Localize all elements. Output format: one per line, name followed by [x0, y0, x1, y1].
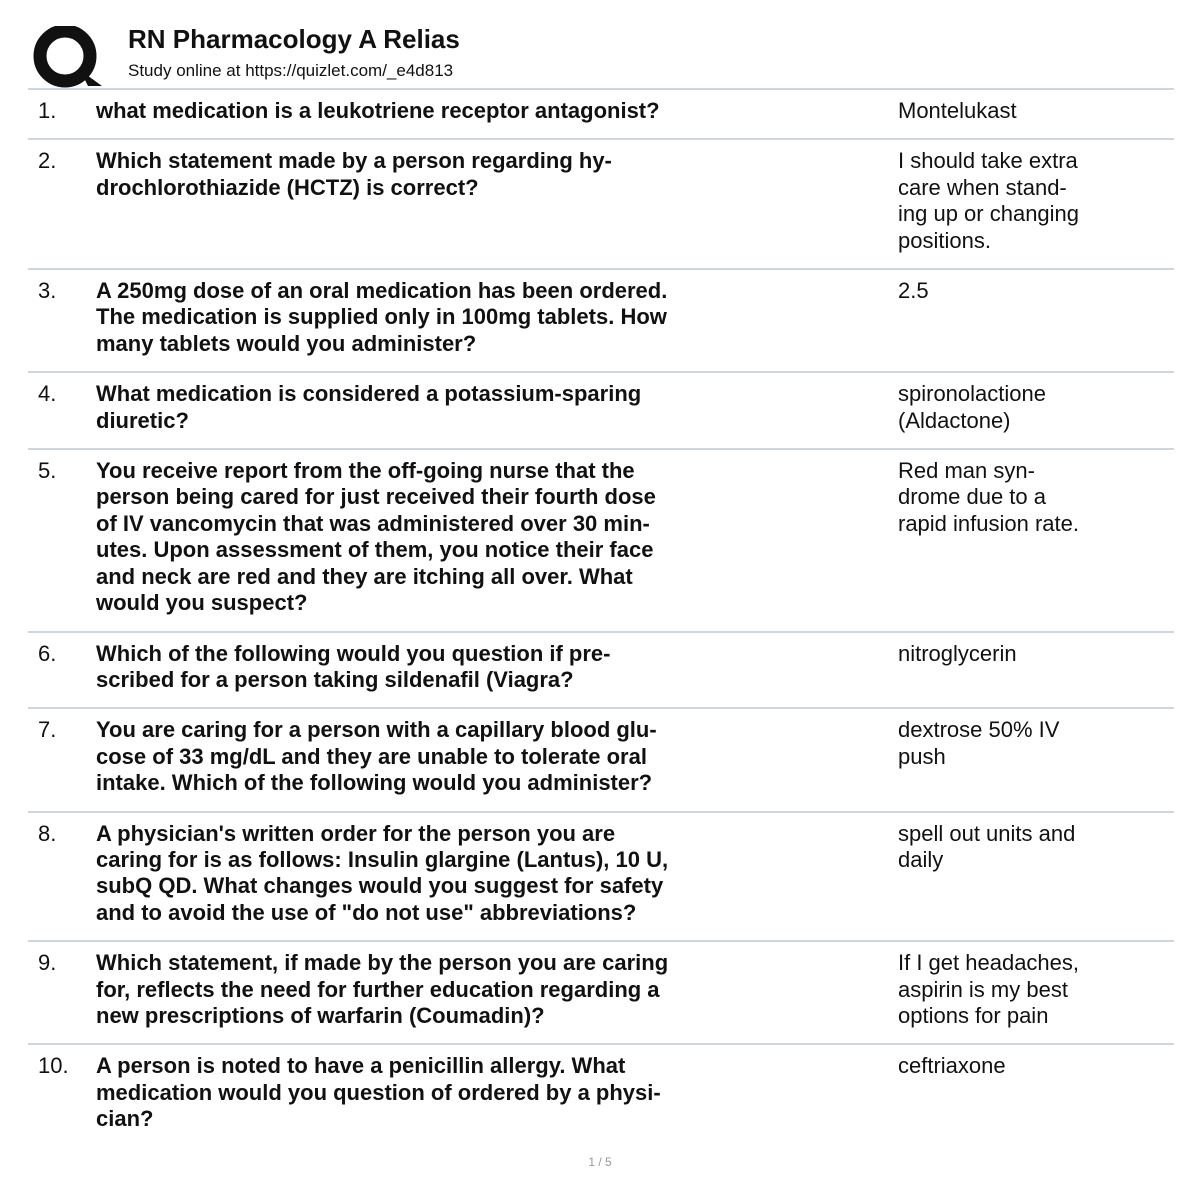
answer-text: Montelukast	[898, 98, 1017, 123]
flashcard-row	[28, 371, 1174, 448]
page-number: 1 / 5	[588, 1155, 612, 1169]
question-text: What medication is considered a potassium-sparing diuretic?	[96, 381, 642, 433]
answer-text: nitroglycerin	[898, 640, 1017, 666]
item-number: 9.	[38, 950, 57, 976]
item-number: 2.	[38, 148, 57, 174]
flashcard-row	[28, 631, 1174, 708]
answer-text: spell out units and daily	[898, 820, 1076, 872]
flashcard-row	[28, 268, 1174, 371]
question-text: what medication is a leukotriene receptor antagonist?	[96, 98, 660, 123]
answer-text: dextrose 50% IV push	[898, 717, 1060, 769]
flashcard-row	[28, 707, 1174, 810]
question-text: Which statement, if made by the person you are caring for, reflects the need for further education regarding a new prescriptions of warfarin (Coumadin)?	[96, 950, 669, 1028]
question-text: A 250mg dose of an oral medication has been ordered. The medication is supplied only in 100mg tablets. How many tablets would you administer?	[96, 278, 668, 356]
study-online-link: Study online at https://quizlet.com/_e4d813	[128, 61, 454, 80]
flashcard-list	[28, 88, 1174, 1147]
question-text: A person is noted to have a penicillin allergy. What medication would you question of ordered by a physi- cian?	[96, 1053, 661, 1132]
answer-text: ceftriaxone	[898, 1053, 1006, 1079]
flashcard-row	[28, 88, 1174, 138]
question-text: Which statement made by a person regarding hy- drochlorothiazide (HCTZ) is correct?	[96, 148, 612, 200]
question-text: Which of the following would you question if pre- scribed for a person taking sildenafil (Viagra?	[96, 640, 611, 692]
question-text: You are caring for a person with a capillary blood glu- cose of 33 mg/dL and they are unable to tolerate oral intake. Which of the following would you administer?	[96, 717, 657, 796]
item-number: 5.	[38, 458, 57, 484]
item-number: 10.	[38, 1053, 69, 1079]
item-number: 6.	[38, 640, 57, 666]
item-number: 1.	[38, 98, 57, 123]
document-title: RN Pharmacology A Relias	[128, 24, 460, 54]
item-number: 7.	[38, 717, 57, 743]
item-number: 4.	[38, 381, 57, 407]
answer-text: spironolactione (Aldactone)	[898, 381, 1046, 433]
question-text: You receive report from the off-going nurse that the person being cared for just received their fourth dose of IV vancomycin that was administered over 30 min- utes. Upon assessment of them, you notice their face and neck are red and they are itching all over. What would you suspect?	[96, 458, 656, 616]
flashcard-row	[28, 1043, 1174, 1146]
answer-text: Red man syn- drome due to a rapid infusion rate.	[898, 458, 1079, 536]
flashcard-row	[28, 940, 1174, 1043]
flashcard-row	[28, 138, 1174, 268]
item-number: 3.	[38, 278, 57, 304]
item-number: 8.	[38, 820, 57, 846]
answer-text: 2.5	[898, 278, 929, 304]
quizlet-q-icon	[28, 26, 108, 88]
answer-text: I should take extra care when stand- ing up or changing positions.	[898, 148, 1080, 253]
question-text: A physician's written order for the person you are caring for is as follows: Insulin glargine (Lantus), 10 U, subQ QD. What changes would you suggest for safety and to avoid the use of "do not use" abbreviations?	[96, 820, 669, 925]
document-header	[28, 22, 1178, 86]
answer-text: If I get headaches, aspirin is my best options for pain	[898, 950, 1080, 1028]
flashcard-row	[28, 811, 1174, 941]
flashcard-row	[28, 448, 1174, 630]
